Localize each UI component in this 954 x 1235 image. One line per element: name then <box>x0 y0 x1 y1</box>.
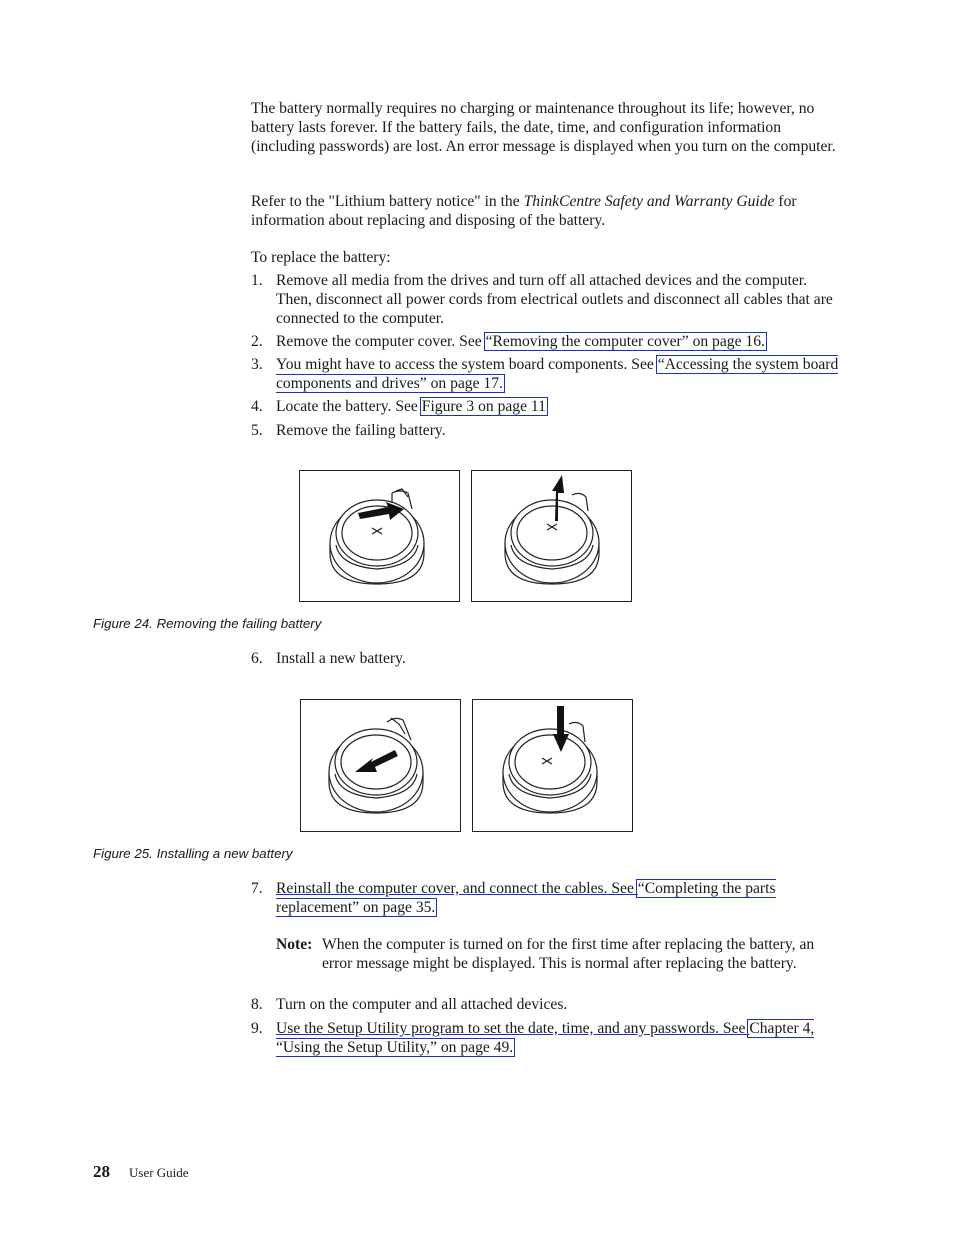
page-number: 28 <box>93 1162 110 1181</box>
battery-lift-out-illustration <box>472 471 631 601</box>
step-9-text: Use the Setup Utility program to set the date, time, and any passwords. See <box>276 1020 750 1037</box>
step-3-text: You might have to access the system board components. See <box>276 356 658 373</box>
step-6-text: Install a new battery. <box>276 650 406 667</box>
figure-install-battery-press <box>472 699 633 832</box>
step-number: 3. <box>251 356 263 373</box>
figure-remove-battery-lift <box>471 470 632 602</box>
step-2 <box>276 332 842 351</box>
intro-paragraph-3: To replace the battery: <box>251 249 391 266</box>
step-4 <box>276 397 842 416</box>
step-9 <box>276 1019 824 1057</box>
notice-text: Refer to the "Lithium battery notice" in the <box>251 193 524 210</box>
battery-slide-out-illustration <box>300 471 459 601</box>
step-7-text: Reinstall the computer cover, and connect the cables. See <box>276 880 638 897</box>
step-number: 5. <box>251 422 263 439</box>
link-completing-parts[interactable]: “Completing the parts replacement” on page 35. <box>276 880 776 916</box>
figure-24-caption: Figure 24. Removing the failing battery <box>93 616 322 631</box>
note-label: Note: <box>276 936 313 953</box>
figure-install-battery-slide <box>300 699 461 832</box>
link-removing-cover[interactable]: “Removing the computer cover” on page 16. <box>485 333 765 350</box>
step-number: 6. <box>251 650 263 667</box>
guide-title: ThinkCentre Safety and Warranty Guide <box>523 193 775 210</box>
step-number: 2. <box>251 333 263 350</box>
step-number: 1. <box>251 272 263 289</box>
footer-title: User Guide <box>129 1165 189 1180</box>
step-7 <box>276 879 842 917</box>
step-number: 8. <box>251 996 263 1013</box>
step-3 <box>276 355 842 393</box>
figure-25-caption: Figure 25. Installing a new battery <box>93 846 293 861</box>
link-figure-3[interactable]: Figure 3 on page 11 <box>421 398 546 415</box>
intro-paragraph-1: The battery normally requires no charging or maintenance throughout its life; however, no battery lasts forever. If the battery fails, the date, time, and configuration information (including passwords) are lost. An error message is displayed when you turn on the computer. <box>251 100 836 155</box>
notice-text-end: for information about replacing and disposing of the battery. <box>251 193 797 229</box>
step-number: 4. <box>251 398 263 415</box>
battery-press-in-illustration <box>473 700 632 831</box>
step-1-text: Remove all media from the drives and turn off all attached devices and the computer. Then, disconnect all power cords from electrical outlets and disconnect all cables that are connected to the computer. <box>276 272 833 327</box>
step-number: 9. <box>251 1020 263 1037</box>
step-2-text: Remove the computer cover. See <box>276 333 486 350</box>
step-number: 7. <box>251 880 263 897</box>
battery-slide-in-illustration <box>301 700 460 831</box>
step-5-text: Remove the failing battery. <box>276 422 446 439</box>
figure-remove-battery-slide <box>299 470 460 602</box>
intro-paragraph-2 <box>251 192 841 230</box>
link-accessing-system-board[interactable]: “Accessing the system board components and drives” on page 17. <box>276 356 839 392</box>
note-text: When the computer is turned on for the first time after replacing the battery, an error message might be displayed. This is normal after replacing the battery. <box>322 936 815 972</box>
step-8-text: Turn on the computer and all attached devices. <box>276 996 568 1013</box>
step-4-text: Locate the battery. See <box>276 398 422 415</box>
link-setup-utility-chapter[interactable]: Chapter 4, “Using the Setup Utility,” on page 49. <box>276 1020 815 1056</box>
